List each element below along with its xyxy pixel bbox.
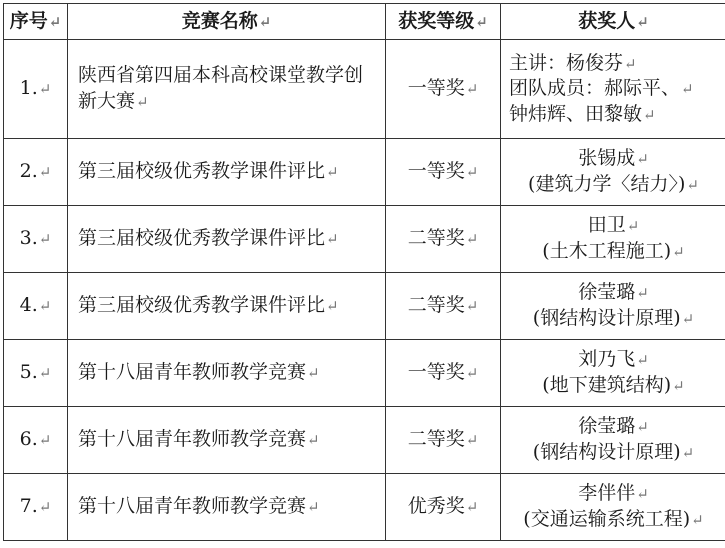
award-level: 二等奖↵: [386, 206, 501, 273]
competition-name: 陕西省第四届本科高校课堂教学创新大赛↵: [68, 40, 386, 139]
award-level: 一等奖↵: [386, 139, 501, 206]
winner: 田卫↵ (土木工程施工)↵: [501, 206, 725, 273]
row-number: 7.↵: [4, 474, 68, 541]
row-number: 6.↵: [4, 407, 68, 474]
table-row: [4, 206, 725, 273]
winner: 徐莹璐↵ (钢结构设计原理)↵: [501, 407, 725, 474]
header-winner: 获奖人↵: [501, 4, 725, 40]
winner: 刘乃飞↵ (地下建筑结构)↵: [501, 340, 725, 407]
row-number: 4.↵: [4, 273, 68, 340]
competition-name: 第三届校级优秀教学课件评比↵: [68, 273, 386, 340]
winner: 李伴伴↵ (交通运输系统工程)↵: [501, 474, 725, 541]
table-row: [4, 139, 725, 206]
row-number: 1.↵: [4, 40, 68, 139]
competition-name: 第十八届青年教师教学竞赛↵: [68, 474, 386, 541]
table-row: [4, 273, 725, 340]
table-row: [4, 407, 725, 474]
award-level: 二等奖↵: [386, 273, 501, 340]
header-competition-name: 竞赛名称↵: [68, 4, 386, 40]
award-level: 一等奖↵: [386, 40, 501, 139]
award-level: 二等奖↵: [386, 407, 501, 474]
winner: 徐莹璐↵ (钢结构设计原理)↵: [501, 273, 725, 340]
table-row: [4, 40, 725, 139]
winner: 张锡成↵ (建筑力学〈结力〉)↵: [501, 139, 725, 206]
header-row: [4, 4, 725, 40]
table-row: [4, 474, 725, 541]
table-row: [4, 340, 725, 407]
awards-table-container: [3, 3, 725, 541]
award-level: 优秀奖↵: [386, 474, 501, 541]
header-number: 序号↵: [4, 4, 68, 40]
awards-table: [3, 3, 725, 541]
row-number: 5.↵: [4, 340, 68, 407]
header-award-level: 获奖等级↵: [386, 4, 501, 40]
competition-name: 第三届校级优秀教学课件评比↵: [68, 139, 386, 206]
winner: 主讲：杨俊芬↵ 团队成员：郝际平、↵ 钟炜辉、田黎敏↵: [501, 40, 725, 139]
competition-name: 第十八届青年教师教学竞赛↵: [68, 407, 386, 474]
award-level: 一等奖↵: [386, 340, 501, 407]
competition-name: 第十八届青年教师教学竞赛↵: [68, 340, 386, 407]
row-number: 3.↵: [4, 206, 68, 273]
competition-name: 第三届校级优秀教学课件评比↵: [68, 206, 386, 273]
row-number: 2.↵: [4, 139, 68, 206]
